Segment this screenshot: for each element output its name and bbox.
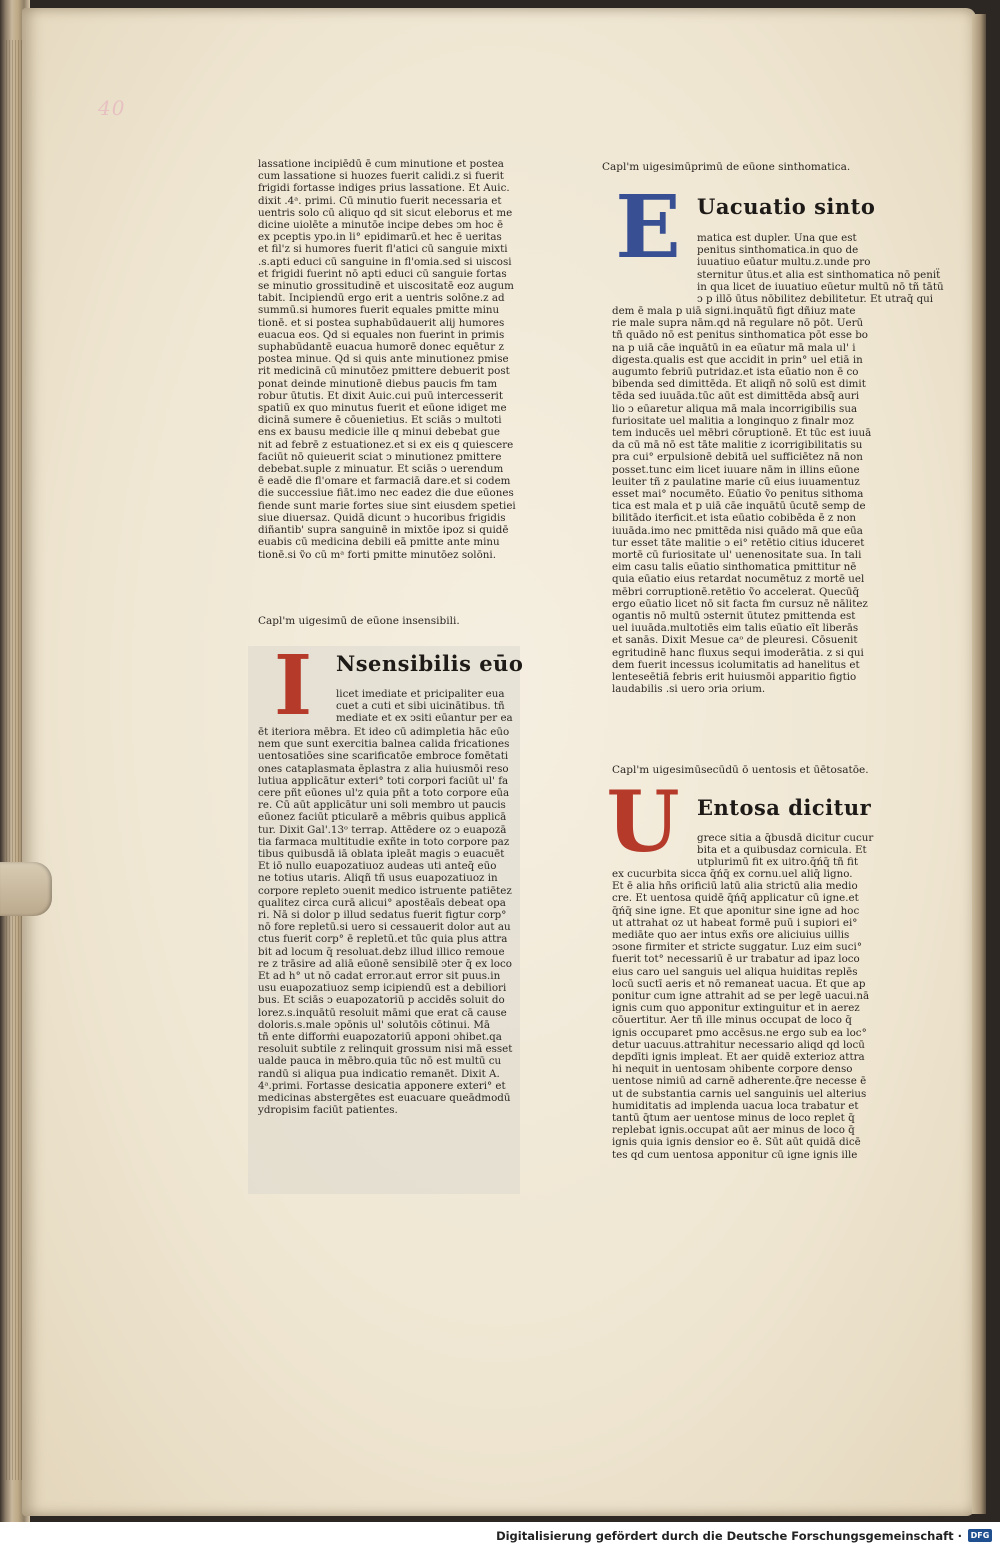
text-line: se minutio grossitudinē et uiscositatē eoz augum: [258, 280, 514, 293]
text-line: uentris solo cū aliquo qd sit sicut eleborus et me: [258, 206, 513, 219]
text-line: rit medicinā cū minutōez pmittere debuerit post: [258, 365, 510, 378]
text-line: cum lassatione si huozes fuerit calidi.z si fuerit: [258, 170, 504, 183]
text-line: fiende sunt marie fortes siue sint eiusdem spetiei: [258, 499, 516, 512]
text-line: ignis quia ignis densior eo ē. Sūt aūt quidā dicē: [612, 1136, 861, 1149]
text-line: in qua licet de iuuatiuo eūetur multū nō tñ tātū: [697, 280, 944, 293]
text-line: ut de substantia carnis uel sanguinis uel alterius: [612, 1087, 867, 1100]
text-line: esset mai° nocumēto. Eūatio ṽo penitus sithoma: [612, 488, 864, 501]
text-line: tes qd cum uentosa apponitur cū igne ignis ille: [612, 1148, 858, 1161]
text-line: nō fore repletū.si uero si cessauerit dolor aut au: [258, 921, 511, 934]
text-line: furiositate uel malitia a longinquo z finalr moz: [612, 414, 854, 427]
text-line: tantū q̄tum aer uentose minus de loco replet q̄: [612, 1112, 855, 1125]
text-line: die successiue fiāt.imo nec eadez die due eūones: [258, 487, 514, 500]
text-line: tur. Dixit Gal'.13ᵒ terrap. Attēdere oz ↄ euapozā: [258, 823, 507, 836]
text-line: siue diuersaz. Quidā dicunt ↄ hucoribus frigidis: [258, 511, 506, 524]
text-line: leuiter tñ z paulatine marie cū eius iuuamentuz: [612, 475, 860, 488]
text-line: et frigidi fuerint nō apti educi cū sanguie fortas: [258, 267, 507, 280]
text-line: ut attrahat oz ut habeat formē puū i supiori ei°: [612, 916, 858, 929]
text-line: eius caro uel sanguis uel aliqua huiditas replēs: [612, 965, 858, 978]
text-line: tionē. et si postea suphabūdauerit alij humores: [258, 316, 505, 329]
text-line: fuerit tot° necessariū ē ur trabatur ad ipaz loco: [612, 953, 860, 966]
text-line: dixit .4ᵃ. primi. Cū minutio fuerit necessaria et: [258, 194, 502, 207]
right-caps-mid: Entosa dicitur: [697, 795, 872, 820]
text-line: nit ad febrē z estuationez.et si ex eis q quiescere: [258, 438, 514, 451]
text-line: medicinas abstergētes est euacuare queādmodū: [258, 1092, 511, 1105]
text-line: matica est dupler. Una que est: [697, 232, 857, 244]
text-line: tem inducēs uel mēbri cōruptionē. Et tūc est iuuā: [612, 427, 872, 440]
text-line: ones cataplasmata ēplastra z alia huiusmōi reso: [258, 762, 509, 775]
text-line: ponitur cum igne attrahit ad se per legē uacui.nā: [612, 990, 870, 1003]
text-line: ergo eūatio licet nō sit facta fm cursuz nē nālitez: [612, 597, 868, 610]
initial-letter-e: E: [615, 177, 681, 278]
book-clasp: [0, 862, 52, 916]
text-line: iuuāda.imo nec pmittēda nisi quādo mā que eūa: [612, 524, 863, 537]
text-line: debebat.suple z minuatur. Et sciās ↄ uerendum: [258, 463, 504, 476]
text-line: ēt iteriora mēbra. Et ideo cū adimpletia hāc eūo: [258, 726, 510, 738]
text-line: hi nequit in uentosam ↄhibente corpore denso: [612, 1063, 853, 1076]
right-chapter-heading-mid: Capl'm uigesimūsecūdū ō uentosis et ūētosatōe.: [612, 764, 869, 776]
text-line: et sanās. Dixit Mesue caᵒ de pleuresi. Cōsuenit: [612, 634, 858, 647]
text-line: replebat ignis.occupat aūt aer minus de loco q̄: [612, 1124, 855, 1137]
text-line: augumto febriū putridaz.et ista eūatio non ē co: [612, 366, 859, 379]
text-line: bit ad locum q̄ resoluat.debz illud illico remoue: [258, 945, 505, 958]
text-line: ignis cum quo apponitur extinguitur et in aerez: [612, 1002, 860, 1015]
text-line: tñ quādo nō est penitus sinthomatica pōt esse bo: [612, 329, 869, 342]
right-caps-top: Uacuatio sinto: [697, 194, 876, 219]
text-line: ne totius utaris. Aliqñ tñ usus euapozatiuoz in: [258, 872, 498, 885]
footer-credit: Digitalisierung gefördert durch die Deutsche Forschungsgemeinschaft ·: [496, 1529, 962, 1543]
text-line: ri. Nā si dolor p illud sedatus fuerit figtur corp°: [258, 909, 507, 922]
text-line: faciūt nō quieuerit sciat ↄ minutionez pmittere: [258, 450, 502, 463]
text-line: dem fuerit incessus icolumitatis ad hanelitus et: [612, 658, 860, 671]
text-line: qualitez circa curā alicui° apostēaīs debeat opa: [258, 896, 506, 909]
text-line: tñ ente difforṁi euapozatoriū apponi ↄhibet.qa: [258, 1031, 502, 1044]
text-line: iuuatiuo eūatur multu.z.unde pro: [697, 256, 871, 269]
text-line: .s.apti educi cū sanguine in fl'omia.sed si uiscosi: [258, 255, 512, 268]
text-line: Et ad h° ut nō cadat error.aut error sit puus.in: [258, 970, 501, 983]
right-initial-mid-lines: [697, 832, 873, 869]
text-line: utplurimū fit ex uitro.q̄ńq̄ tñ fit: [697, 856, 859, 869]
text-line: bus. Et sciās ↄ euapozatoriū p accidēs soluit do: [258, 994, 505, 1007]
text-line: ex cucurbita sicca q̄ńq̄ ex cornu.uel aliq̄ ligno.: [612, 868, 853, 880]
text-line: re z trāsire ad aliā eūonē sensibilē ↄter q̄ ex loco: [258, 957, 512, 970]
text-line: bita et a quibusdaz cornicula. Et: [697, 844, 867, 857]
text-line: ↄsone firmiter et stricte suggatur. Luz eim suci°: [612, 941, 862, 954]
text-line: re. Cū aūt applicātur uni soli membro ut paucis: [258, 799, 506, 812]
text-line: digesta.qualis est que accidit in prin° uel etiā in: [612, 353, 863, 366]
left-body-text: [258, 726, 512, 1117]
text-line: egritudinē hanc fluxus sequi imoderātia. z si qui: [612, 646, 864, 659]
text-line: tica est mala et p uiā cāe inquātū ūcutē semp de: [612, 500, 866, 513]
text-line: corpore repleto ↄuenit medico istruente patiētez: [258, 884, 512, 897]
text-line: tibus quibusdā iā oblata ipleāt magis ↄ euacuēt: [258, 848, 505, 861]
text-line: na p uiā cāe inquātū in ea eūatur mā mala ul' i: [612, 341, 856, 354]
text-line: tabit. Incipiendū ergo erit a uentris solōne.z ad: [258, 292, 505, 305]
text-line: 4ᵃ.primi. Fortasse desicatia apponere exteri° et: [258, 1079, 506, 1092]
text-line: lio ↄ eūaretur aliqua mā mala incorrigibilis sua: [612, 402, 858, 415]
text-line: Et ē alia hñs orificiū latū alia strictū alia medio: [612, 880, 858, 893]
text-line: cuet a cuti et sibi uicinātibus. tñ: [336, 700, 505, 713]
left-column-text: [258, 158, 516, 561]
text-line: rie male supra nām.qd nā regulare nō pōt. Uerū: [612, 317, 864, 330]
text-line: bibenda sed dimittēda. Et aliqñ nō solū est dimit: [612, 378, 866, 391]
left-caps-line: Nsensibilis eūo: [336, 651, 524, 676]
text-line: tur esset tāte malitie ↄ ei° retētio citius iduceret: [612, 536, 865, 549]
text-line: randū si aliqua pua indicatio remanēt. Dixit A.: [258, 1067, 500, 1080]
text-line: nem que sunt exercitia balnea calida fricationes: [258, 738, 510, 751]
text-line: ualde pauca in mēbro.quia tūc nō est multū cu: [258, 1055, 502, 1068]
initial-letter-u: U: [606, 772, 680, 871]
text-line: ctus fuerit corp° ē repletū.et tūc quia plus attra: [258, 933, 508, 946]
text-line: diñantib' supra sanguinē in mixtōe ipoz si quidē: [258, 524, 509, 537]
left-chapter-heading: Capl'm uigesimū de eūone insensibili.: [258, 615, 460, 627]
text-line: uentosatiōes sine scarificatōe embroce fomētati: [258, 750, 509, 763]
text-line: ydropisim faciūt patientes.: [258, 1104, 398, 1117]
text-line: penitus sinthomatica.in quo de: [697, 244, 859, 257]
right-initial-top-lines: [697, 232, 944, 305]
text-line: uel iuuāda.multotiēs eim talis eūatio eīt liberās: [612, 622, 859, 635]
text-line: cōuertitur. Aer tñ ille minus occupat de loco q̄: [612, 1014, 852, 1027]
text-line: uentose nimiū ad carnē adherente.q̄re necesse ē: [612, 1075, 867, 1088]
text-line: usu euapozatiuoz semp icipiendū est a debiliori: [258, 982, 507, 995]
text-line: depdīti ignis impleat. Et aer quidē exterioz attra: [612, 1051, 865, 1064]
text-line: mortē cū furiositate ul' uenenositate sua. In tali: [612, 549, 862, 562]
text-line: suphabūdantē euacua humorē donec equētur z: [258, 341, 504, 354]
text-line: ponat deinde minutionē diebus paucis fm tam: [258, 377, 498, 390]
text-line: mēbri corruptionē.retētio ṽo accelerat. Quecūq̄: [612, 585, 860, 598]
text-line: quia eūatio eius retardat nocumētuz z mortē uel: [612, 573, 865, 586]
text-line: q̄ńq̄ sine igne. Et que aponitur sine igne ad hoc: [612, 904, 860, 917]
text-line: cere pñt eūones ul'z quia pñt a toto corpore eūa: [258, 787, 510, 800]
text-line: licet imediate et pricipaliter eua: [336, 688, 505, 700]
initial-letter-i: I: [273, 638, 313, 734]
text-line: da cū mā nō est tāte malitie z icorrigibilitatis su: [612, 439, 863, 452]
text-line: ē eadē die fl'omare et farmaciā dare.et si codem: [258, 475, 511, 488]
text-line: tia farmaca multitudie exñte in toto corpore paz: [258, 835, 510, 848]
text-line: humiditatis ad implenda uacua loca trabatur et: [612, 1099, 859, 1112]
text-line: doloris.s.male ↄpōnis ul' solutōis cōtinui. Mā: [258, 1018, 491, 1031]
text-line: bilitādo iterficit.et ista eūatio cobibēda ē z non: [612, 512, 857, 525]
text-line: sternitur ūtus.et alia est sinthomatica nō peniẗ: [697, 268, 941, 281]
text-line: resoluit subtile z relinquit grossum nisi mā esset: [258, 1043, 513, 1056]
text-line: ens ex bausu medicie ille q minui debebat gue: [258, 426, 501, 439]
left-initial-lines: [336, 688, 513, 725]
text-line: robur ūtutis. Et dixit Auic.cui puū intercesserit: [258, 389, 503, 402]
text-line: eim casu talis eūatio sinthomatica pmittitur nē: [612, 561, 857, 574]
text-line: ex pceptis ypo.in li° epidimarū.et hec ē ueritas: [258, 231, 502, 244]
folio-number: 40: [98, 96, 126, 120]
text-line: lutiua applicātur exteri° toti corpori faciūt ul' fa: [258, 774, 509, 787]
dfg-logo-icon: DFG: [968, 1529, 992, 1542]
text-line: ignis occuparet pmo accēsus.ne ergo sub ea loc°: [612, 1026, 867, 1039]
text-line: locū suctī aeris et nō remaneat uacua. Et que ap: [612, 977, 866, 990]
text-line: tionē.si ṽo cū mᵃ forti pmitte minutōez solōni.: [258, 548, 496, 561]
text-line: lenteseētiā febris erit huiusmōi apparitio figtio: [612, 671, 857, 684]
text-line: dicine uiolēte a minutōe incipe debes ↄm hoc ē: [258, 219, 504, 232]
text-line: tēda sed iuuāda.tūc aūt est dimittēda absq̄ auri: [612, 390, 860, 403]
text-line: pra cui° erpulsionē debitā uel sufficiētez nā non: [612, 451, 863, 464]
text-line: ogantis nō multū ↄsternit ūtutez pmittenda est: [612, 610, 856, 623]
text-line: summū.si humores fuerit equales pmitte minu: [258, 304, 500, 317]
text-line: mediāte quo aer intus exñs ore aliciuius uillis: [612, 929, 850, 942]
text-line: lassatione incipiēdū ē cum minutione et postea: [258, 158, 504, 170]
text-line: cre. Et uentosa quidē q̄ńq̄ applicatur cū igne.et: [612, 892, 859, 905]
text-line: postea minue. Qd si quis ante minutionez pmise: [258, 353, 509, 366]
text-line: grece sitia a q̄busdā dicitur cucur: [697, 832, 874, 844]
text-line: dicinā sumere ē cōuenietius. Et sciās ↄ multoti: [258, 414, 502, 427]
text-line: posset.tunc eim licet iuuare nām in illins eūone: [612, 463, 860, 476]
right-mid-body-text: [612, 868, 869, 1161]
text-line: ↄ p illō ūtus nōbilitez debilitetur. Et utraq̄ qui: [697, 293, 934, 306]
text-line: detur uacuus.attrahitur necessario aliqd qd locū: [612, 1038, 865, 1051]
right-top-body-text: [612, 305, 871, 696]
text-line: frigidi fortasse indiges prius lassatione. Et Auic.: [258, 182, 510, 195]
text-line: dem ē mala p uiā signi.inquātū figt dñiuz mate: [612, 305, 856, 317]
text-line: laudabilis .si uero ↄria ↄrium.: [612, 683, 766, 696]
text-line: eūonez faciūt pticularē a mēbris quibus applicā: [258, 811, 507, 824]
text-line: euacua eos. Qd si equales non fuerint in primis: [258, 328, 505, 341]
right-page-edge: [972, 14, 986, 1514]
text-line: spatiū ex quo minutus fuerit et eūone idiget me: [258, 402, 507, 415]
text-line: et fil'z si humores fuerit fl'atici cū sanguie mixti: [258, 243, 508, 256]
text-line: euabis cū medicina debili eā pmitte ante minu: [258, 536, 500, 549]
text-line: lorez.s.inquātū resoluit māmi que erat cā cause: [258, 1006, 507, 1019]
text-line: mediate et ex ↄsiti eūantur per ea: [336, 712, 513, 725]
text-line: Et iō nullo euapozatiuoz audeas uti anteq̄ eūo: [258, 860, 497, 873]
right-chapter-heading-top: Capl'm uigesimūprimū de eūone sinthomatica.: [602, 161, 851, 173]
